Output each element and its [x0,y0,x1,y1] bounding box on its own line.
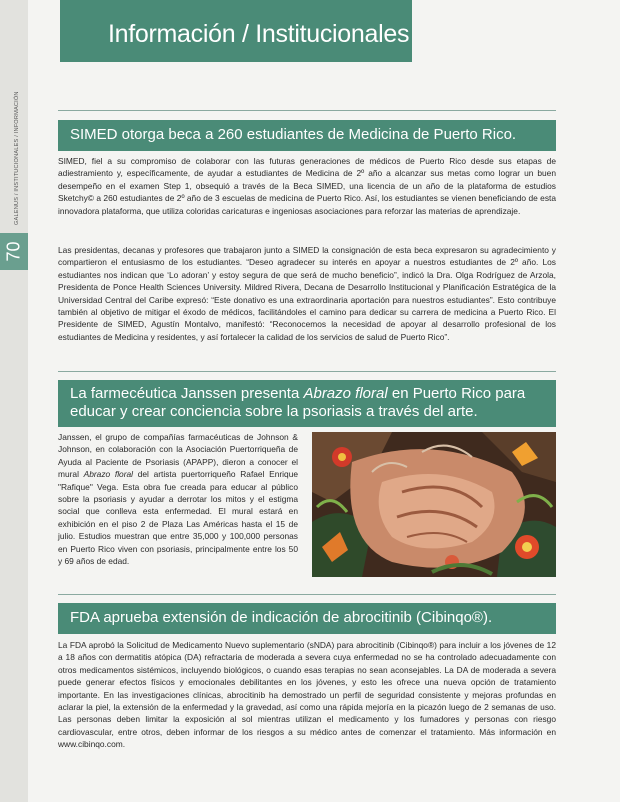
article-divider [58,594,556,595]
article-title-fda: FDA aprueba extensión de indicación de abrocitinib (Cibinqo®). [58,603,556,634]
page-number: 70 [3,241,24,262]
article-simed-paragraph-2: Las presidentas, decanas y profesores que trabajaron junto a SIMED la consignación de esta beca expresaron su agradecimiento y compartieron el entusiasmo de los estudiantes. “Deseo agradecer su interés en apoyar a nuestros estudiantes de 2º año. Los estudiantes nos indican que ‘Lo adoran’ y estoy segura de que será de mucho beneficio”, indicó la Dra. Olga Rodríguez de Arzola, Presidenta de Ponce Health Sciences University. Mildred Rivera, Decana de Desarrollo Institucional y Planificación Estratégica de la Universidad Central del Caribe expresó: “Este donativo es una extraordinaria aportación para nuestros estudiantes”. Esto contribuye también al objetivo de mitigar el éxodo de médicos, facilitándoles el camino para dedicar su carrera de medicina a Puerto Rico. El Presidente de SIMED, Agustín Montalvo, manifestó: “Reconocemos la necesidad de apoyar al desarrollo profesional de los estudiantes de Medicina y residentes, y así fortalecer la calidad de los servicios de salud de Puerto Rico”. [58,245,556,342]
article-janssen-paragraph [58,431,298,567]
mural-image [312,432,556,577]
title-artwork-name: Abrazo floral [303,385,388,402]
title-part: en Puerto Rico para educar y crear conciencia sobre la psoriasis a través del arte. [70,385,526,420]
body-artwork-name: Abrazo floral [83,469,134,480]
body-part: del artista puertorriqueño Rafael Enrique "Rafique" Vega. Esta obra fue creada para educar al público sobre la psoriasis y ayudar a derrotar los mitos y el estigma social que conlleva esta enfermedad. El mural estará en exhibición en el piso 2 de Plaza Las Américas hasta el 15 de julio. Estudios muestran que entre 35,000 y 100,000 personas en Puerto Rico viven con psoriasis, principalmente entre los 50 y 69 años de edad. [58,469,299,567]
article-divider [58,110,556,111]
section-title: Información / Institucionales [108,20,410,48]
article-divider [58,371,556,372]
body-part: Janssen, el grupo de compañías farmacéuticas de Johnson & Johnson, en colaboración con la Asociación Puertorriqueña de Ayuda al Paciente de Psoriasis (APAPP), dieron a conocer el mural [58,432,298,480]
article-fda-paragraph: La FDA aprobó la Solicitud de Medicamento Nuevo suplementario (sNDA) para abrocitinib (Cibinqo®) para incluir a los jóvenes de 12 a 18 años con dermatitis atópica (DA) refractaria de moderada a severa cuya enfermedad no se ha controlado adecuadamente con otros medicamentos sistémicos, incluyendo biológicos, o cuando esas terapias no sean aconsejables. La DA de moderada a severa puede generar efectos físicos y emocionales debilitantes en los jóvenes, y esto les ofrece una nueva opción de tratamiento importante. En las investigaciones clínicas, abrocitinib ha demostrado un perfil de seguridad consistente y mejoras profundas en aclarar la piel, la extensión de la enfermedad y la gravedad, así como una rápida mejoría en la picazón luego de 2 semanas de uso. Las personas deben limitar la exposición al sol mientras utilizan el medicamento y los fumadores y personas con riesgo cardiovascular, entre otros, deben informar de los riesgos a su médico antes de comenzar el tratamiento. Más información en www.cibinqo.com. [58,640,556,750]
article-simed-paragraph-1: SIMED, fiel a su compromiso de colaborar con las futuras generaciones de médicos de Puerto Rico desde sus etapas de adiestramiento y, específicamente, de ayudar a estudiantes de Medicina de 2º año a alcanzar sus metas como lograr un buen desempeño en el examen Step 1, obsequió a través de la Beca SIMED, una licencia de un año de la plataforma de estudios Sketchy© a 260 estudiantes de 2º año de 3 escuelas de medicina de Puerto Rico. Así, los estudiantes se vienen beneficiando de esta innovadora plataforma, que utiliza coloridas caricaturas e ingeniosas asociaciones para reforzar las materias de aprendizaje. [58,156,556,216]
running-section-label: GALENUS / INSTITUCIONALES / INFORMACIÓN [14,91,20,225]
article-title-simed: SIMED otorga beca a 260 estudiantes de Medicina de Puerto Rico. [58,120,556,151]
title-part: La farmecéutica Janssen presenta [70,385,304,402]
article-title-janssen [58,380,556,427]
